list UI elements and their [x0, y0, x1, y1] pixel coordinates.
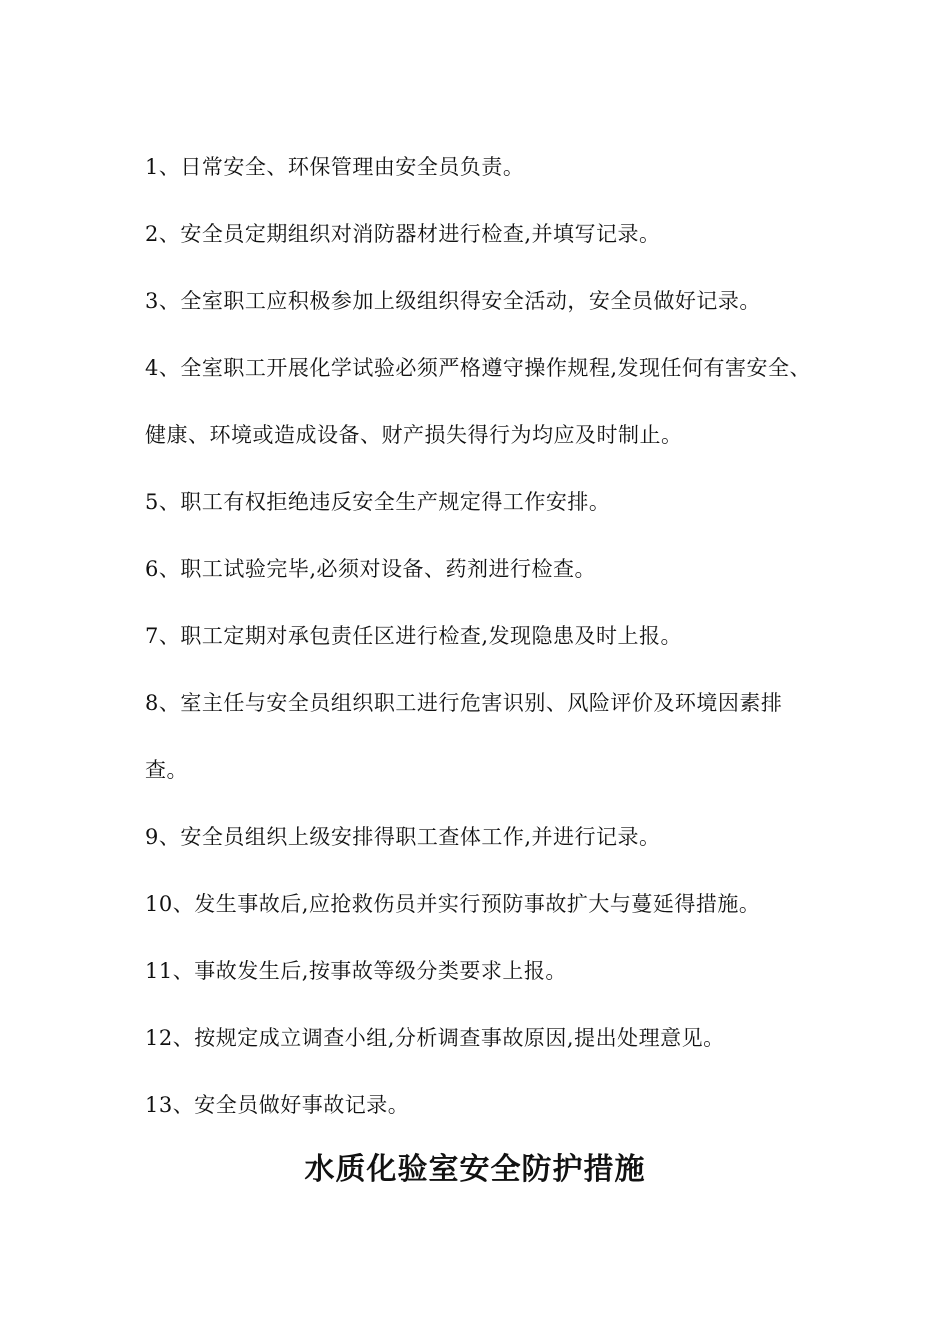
rule-item-10: 10、发生事故后,应抢救伤员并实行预防事故扩大与蔓延得措施。	[145, 892, 761, 916]
rule-item-7: 7、职工定期对承包责任区进行检查,发现隐患及时上报。	[145, 624, 683, 648]
rule-item-3: 3、全室职工应积极参加上级组织得安全活动，安全员做好记录。	[145, 289, 761, 313]
rule-item-4: 4、全室职工开展化学试验必须严格遵守操作规程,发现任何有害安全、健康、环境或造成设备、财产损失得行为均应及时制止。	[145, 356, 812, 447]
rule-item-5: 5、职工有权拒绝违反安全生产规定得工作安排。	[145, 490, 611, 514]
rule-item-1: 1、日常安全、环保管理由安全员负责。	[145, 155, 525, 179]
rule-item-8: 8、室主任与安全员组织职工进行危害识别、风险评价及环境因素排查。	[145, 691, 783, 782]
rule-item-9: 9、安全员组织上级安排得职工查体工作,并进行记录。	[145, 825, 661, 849]
rule-item-11: 11、事故发生后,按事故等级分类要求上报。	[145, 959, 567, 983]
rules-list	[145, 134, 815, 1139]
rule-item-12: 12、按规定成立调查小组,分析调查事故原因,提出处理意见。	[145, 1026, 725, 1050]
rule-item-2: 2、安全员定期组织对消防器材进行检查,并填写记录。	[145, 222, 661, 246]
section-title: 水质化验室安全防护措施	[304, 1152, 646, 1187]
rule-item-6: 6、职工试验完毕,必须对设备、药剂进行检查。	[145, 557, 597, 581]
rule-item-13: 13、安全员做好事故记录。	[145, 1093, 410, 1117]
